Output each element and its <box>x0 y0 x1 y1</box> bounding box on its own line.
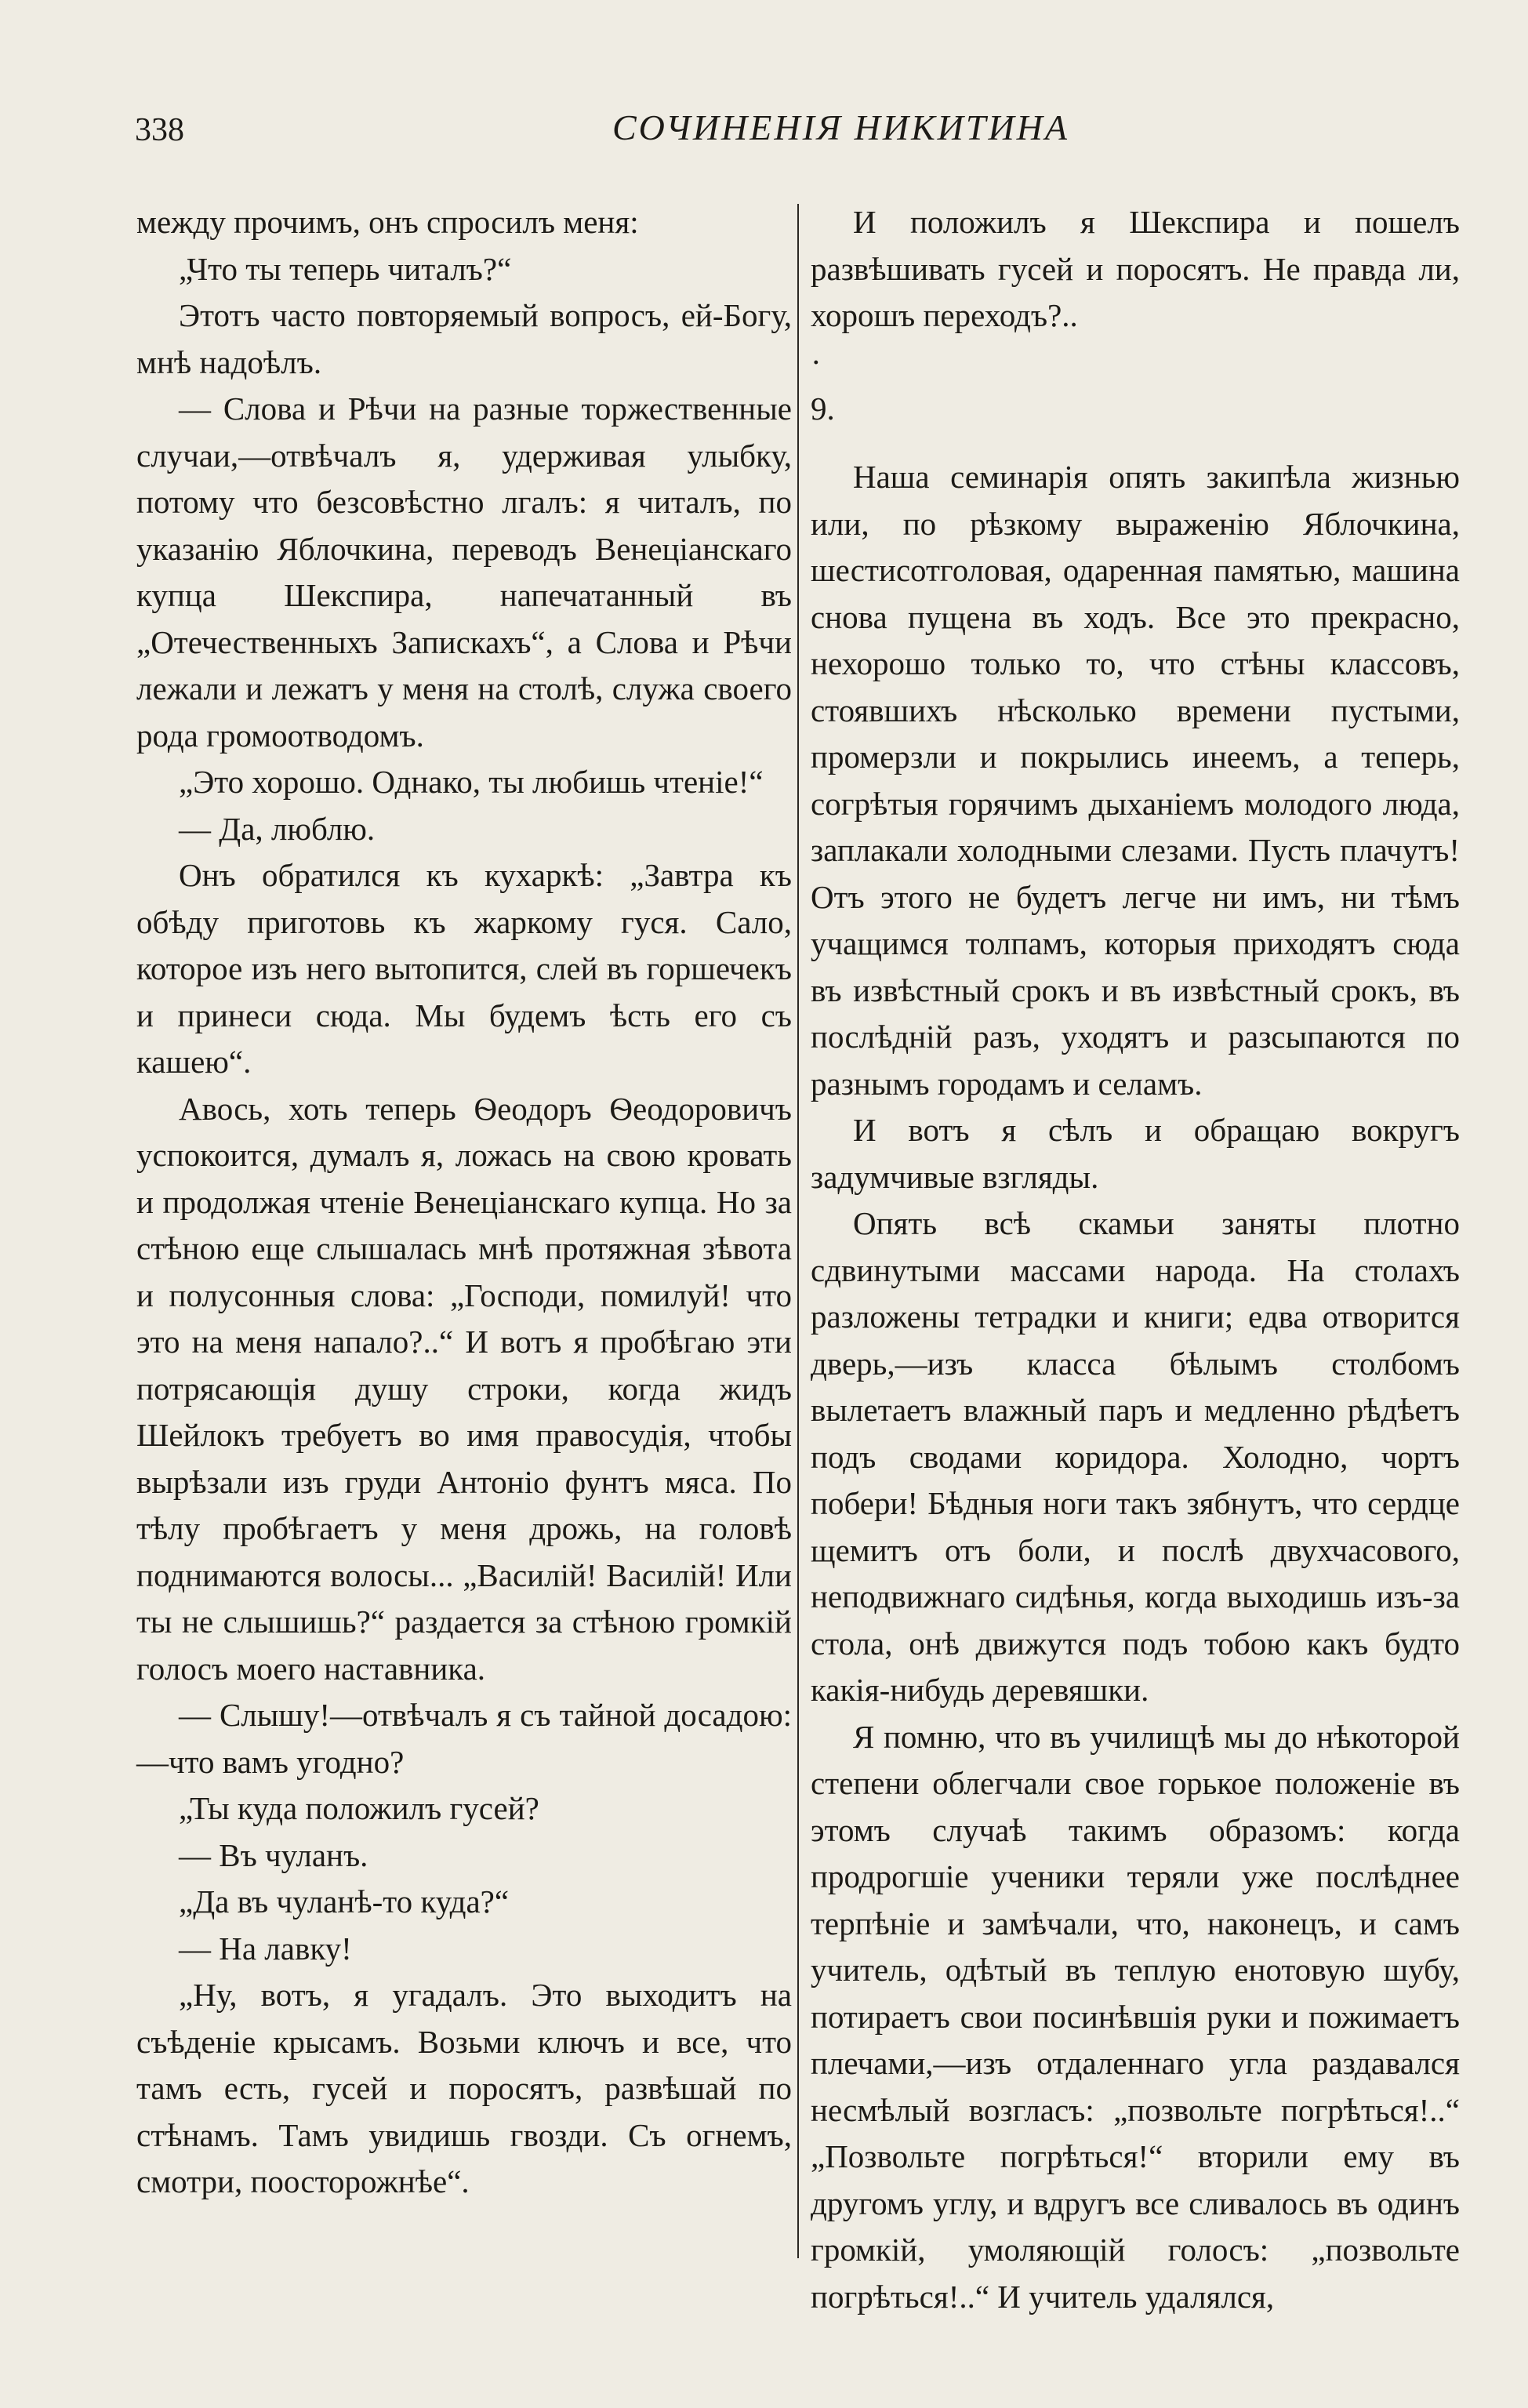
paragraph: — Въ чуланъ. <box>179 1836 368 1873</box>
paragraph: Я помню, что въ училищѣ мы до нѣкоторой степени облегчали свое горькое положеніе въ этомъ случаѣ такимъ образомъ: когда продрогшіе ученики теряли уже послѣднее терпѣніе и замѣчали, что, наконецъ, и самъ учитель, одѣтый въ теплую енотовую шубу, потираетъ свои посинѣвшія руки и пожимаетъ плечами,—изъ отдаленнаго угла раздавался несмѣлый возгласъ: „позвольте погрѣться!..“ „Позвольте погрѣться!“ вторили ему въ другомъ углу, и вдругъ все сливалось въ одинъ громкій, умоляющій голосъ: „позвольте погрѣться!..“ И учитель удалялся, <box>811 1718 1460 2315</box>
paragraph: Авось, хоть теперь Ѳеодоръ Ѳеодоровичъ успокоится, думалъ я, ложась на свою кровать и продолжая чтеніе Венеціанскаго купца. Но за стѣною еще слышалась мнѣ протяжная зѣвота и полусонныя слова: „Господи, помилуй! что это на меня напало?..“ И вотъ я пробѣгаю эти потрясающія душу строки, когда жидъ Шейлокъ требуетъ во имя правосудія, чтобы вырѣзали изъ груди Антоніо фунтъ мяса. По тѣлу пробѣгаетъ у меня дрожь, на головѣ поднимаются волосы... „Василій! Василій! Или ты не слышишь?“ раздается за стѣною громкій голосъ моего наставника. <box>136 1090 792 1687</box>
running-title: СОЧИНЕНІЯ НИКИТИНА <box>612 107 1069 147</box>
center-dot: · <box>811 343 822 380</box>
paragraph: „Да въ чуланѣ-то куда?“ <box>179 1883 510 1919</box>
column-divider <box>797 204 799 2258</box>
paragraph: — Слова и Рѣчи на разные торжественные случаи,—отвѣчалъ я, удерживая улыбку, потому что безсовѣстно лгалъ: я читалъ, по указанію Яблочкина, переводъ Венеціанскаго купца Шекспира, напечатанный въ „Отечественныхъ Запискахъ“, а Слова и Рѣчи лежали и лежатъ у меня на столѣ, служа своего рода громоотводомъ. <box>136 390 792 754</box>
paragraph: — На лавку! <box>179 1930 352 1967</box>
page-number: 338 <box>135 112 184 148</box>
page-header <box>135 107 1453 154</box>
paragraph: Этотъ часто повторяемый вопросъ, ей-Богу, мнѣ надоѣлъ. <box>136 297 792 380</box>
paragraph: „Что ты теперь читалъ?“ <box>179 250 512 287</box>
paragraph: Наша семинарія опять закипѣла жизнью или, по рѣзкому выраженію Яблочкина, шестисотголовая, одаренная памятью, машина снова пущена въ ходъ. Все это прекрасно, нехорошо только то, что стѣны классовъ, стоявшихъ нѣсколько времени пустыми, промерзли и покрылись инеемъ, а теперь, согрѣтыя горячимъ дыханіемъ молодого люда, заплакали холодными слезами. Пусть плачутъ! Отъ этого не будетъ легче ни имъ, ни тѣмъ учащимся толпамъ, которыя приходятъ сюда въ извѣстный срокъ и въ извѣстный срокъ, въ послѣдній разъ, уходятъ и разсыпаются по разнымъ городамъ и селамъ. <box>811 459 1460 1102</box>
paragraph: Онъ обратился къ кухаркѣ: „Завтра къ обѣду приготовь къ жаркому гуся. Сало, которое изъ него вытопится, слей въ горшечекъ и принеси сюда. Мы будемъ ѣсть его съ кашею“. <box>136 857 792 1080</box>
paragraph: — Да, люблю. <box>179 810 376 847</box>
paragraph: — Слышу!—отвѣчалъ я съ тайной досадою:—что вамъ угодно? <box>136 1697 792 1780</box>
paragraph: между прочимъ, онъ спросилъ меня: <box>136 204 639 240</box>
paragraph: И положилъ я Шекспира и пошелъ развѣшивать гусей и поросятъ. Не правда ли, хорошъ переходъ?.. <box>811 204 1460 333</box>
paragraph: „Ты куда положилъ гусей? <box>179 1790 539 1826</box>
paragraph: „Это хорошо. Однако, ты любишь чтеніе!“ <box>179 764 764 800</box>
section-number: 9. <box>811 390 835 427</box>
left-column <box>136 199 792 2206</box>
paragraph: И вотъ я сѣлъ и обращаю вокругъ задумчивые взгляды. <box>811 1112 1460 1195</box>
paragraph: Опять всѣ скамьи заняты плотно сдвинутыми массами народа. На столахъ разложены тетрадки и книги; едва отворится дверь,—изъ класса бѣлымъ столбомъ вылетаетъ влажный паръ и медленно рѣдѣетъ подъ сводами коридора. Холодно, чортъ побери! Бѣдныя ноги такъ зябнутъ, что сердце щемитъ отъ боли, и послѣ двухчасового, неподвижнаго сидѣнья, когда выходишь изъ-за стола, онѣ движутся подъ тобою какъ будто какія-нибудь деревяшки. <box>811 1205 1460 1708</box>
paragraph: „Ну, вотъ, я угадалъ. Это выходитъ на съѣденіе крысамъ. Возьми ключъ и все, что тамъ есть, гусей и поросятъ, развѣшай по стѣнамъ. Тамъ увидишь гвозди. Съ огнемъ, смотри, поосторожнѣе“. <box>136 1977 792 2199</box>
right-column <box>811 199 1460 2320</box>
